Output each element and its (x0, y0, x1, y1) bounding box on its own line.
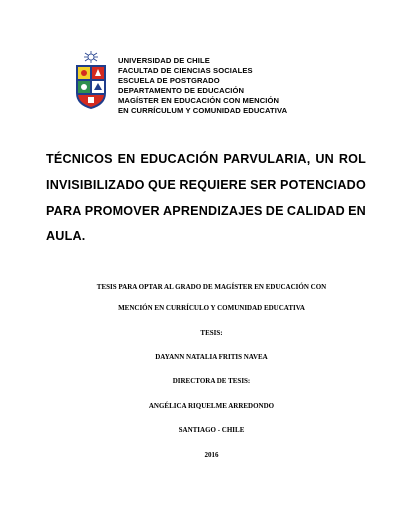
title-word: AULA. (46, 229, 86, 244)
year: 2016 (204, 451, 219, 459)
institution-header (118, 56, 388, 116)
author-label: TESIS: (200, 329, 223, 337)
institution-line: EN CURRÍCULUM Y COMUNIDAD EDUCATIVA (118, 106, 288, 115)
director-label: DIRECTORA DE TESIS: (172, 377, 251, 385)
title-word: QUE (148, 177, 176, 192)
title-word: POTENCIADO (280, 177, 366, 192)
title-line (46, 173, 366, 199)
author-name: DAYANN NATALIA FRITIS NAVEA (155, 353, 268, 361)
institution-line: FACULTAD DE CIENCIAS SOCIALES (118, 66, 253, 75)
title-word: UN (315, 152, 334, 166)
title-word: DE (265, 203, 284, 218)
title-word: CALIDAD (286, 203, 345, 218)
title-word: INVISIBILIZADO (46, 177, 145, 192)
institution-line: DEPARTAMENTO DE EDUCACIÓN (118, 86, 245, 95)
title-word: PARA (46, 203, 82, 218)
title-line (46, 224, 366, 250)
title-word: EN (348, 203, 366, 218)
title-line (46, 147, 366, 173)
place: SANTIAGO - CHILE (178, 426, 245, 434)
institution-line: MAGÍSTER EN EDUCACIÓN CON MENCIÓN (118, 96, 280, 105)
director-name: ANGÉLICA RIQUELME ARREDONDO (148, 402, 275, 410)
title-word: ROL (338, 152, 366, 166)
title-word: PARVULARIA, (223, 152, 311, 166)
title-word: PROMOVER (84, 203, 160, 218)
title-word: APRENDIZAJES (162, 203, 263, 218)
title-word: SER (250, 177, 277, 192)
thesis-purpose-line-2: MENCIÓN EN CURRÍCULO Y COMUNIDAD EDUCATIVA (118, 304, 305, 312)
title-word: REQUIERE (179, 177, 247, 192)
thesis-purpose-line-1: TESIS PARA OPTAR AL GRADO DE MAGÍSTER EN EDUCACIÓN CON (96, 283, 327, 291)
title-line (46, 199, 366, 225)
title-word: TÉCNICOS (46, 152, 113, 166)
institution-line: ESCUELA DE POSTGRADO (118, 76, 220, 85)
thesis-title (46, 147, 366, 250)
institution-line: UNIVERSIDAD DE CHILE (118, 56, 210, 65)
title-word: EDUCACIÓN (140, 152, 219, 166)
title-word: EN (117, 152, 136, 166)
university-seal-icon (72, 49, 110, 111)
